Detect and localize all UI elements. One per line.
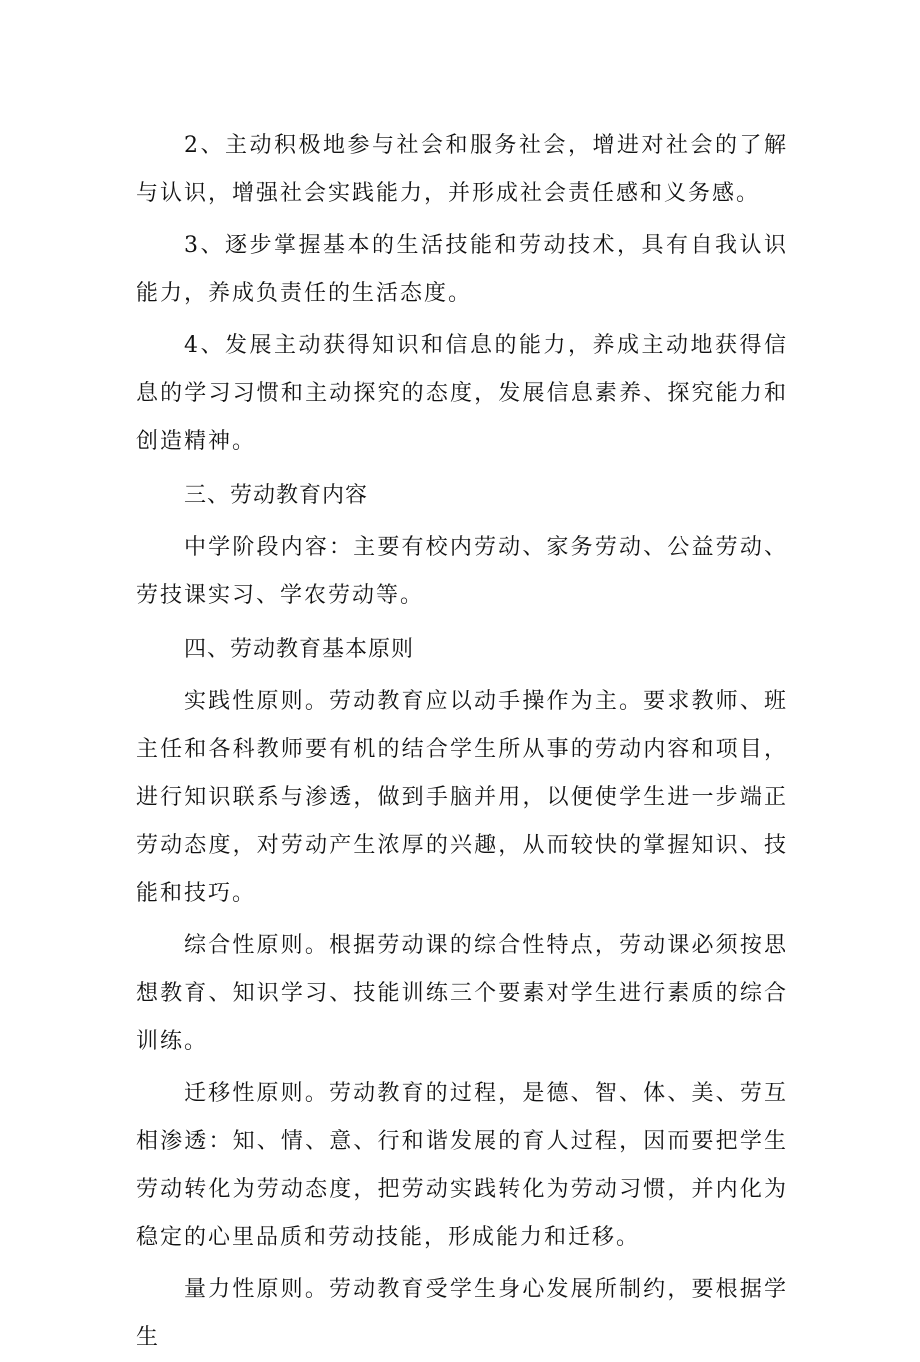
body-paragraph: 综合性原则。根据劳动课的综合性特点，劳动课必须按思想教育、知识学习、技能训练三个要素对学生进行素质的综合训练。 xyxy=(136,933,788,1054)
body-paragraph: 迁移性原则。劳动教育的过程，是德、智、体、美、劳互相渗透：知、情、意、行和谐发展的育人过程，因而要把学生劳动转化为劳动态度，把劳动实践转化为劳动习惯，并内化为稳定的心里品质和劳动技能，形成能力和迁移。 xyxy=(136,1081,788,1250)
body-paragraph: 4、发展主动获得知识和信息的能力，养成主动地获得信息的学习习惯和主动探究的态度，发展信息素养、探究能力和创造精神。 xyxy=(136,333,788,454)
body-paragraph: 2、主动积极地参与社会和服务社会，增进对社会的了解与认识，增强社会实践能力，并形成社会责任感和义务感。 xyxy=(136,133,788,206)
section-heading: 三、劳动教育内容 xyxy=(184,483,369,508)
body-paragraph: 中学阶段内容：主要有校内劳动、家务劳动、公益劳动、劳技课实习、学农劳动等。 xyxy=(136,535,788,608)
body-paragraph: 3、逐步掌握基本的生活技能和劳动技术，具有自我认识能力，养成负责任的生活态度。 xyxy=(136,233,788,306)
body-paragraph: 量力性原则。劳动教育受学生身心发展所制约，要根据学生 xyxy=(136,1277,788,1350)
body-paragraph: 实践性原则。劳动教育应以动手操作为主。要求教师、班主任和各科教师要有机的结合学生所从事的劳动内容和项目，进行知识联系与渗透，做到手脑并用，以便使学生进一步端正劳动态度，对劳动产生浓厚的兴趣，从而较快的掌握知识、技能和技巧。 xyxy=(136,689,788,906)
document-page xyxy=(136,122,788,1362)
section-heading: 四、劳动教育基本原则 xyxy=(184,637,415,662)
